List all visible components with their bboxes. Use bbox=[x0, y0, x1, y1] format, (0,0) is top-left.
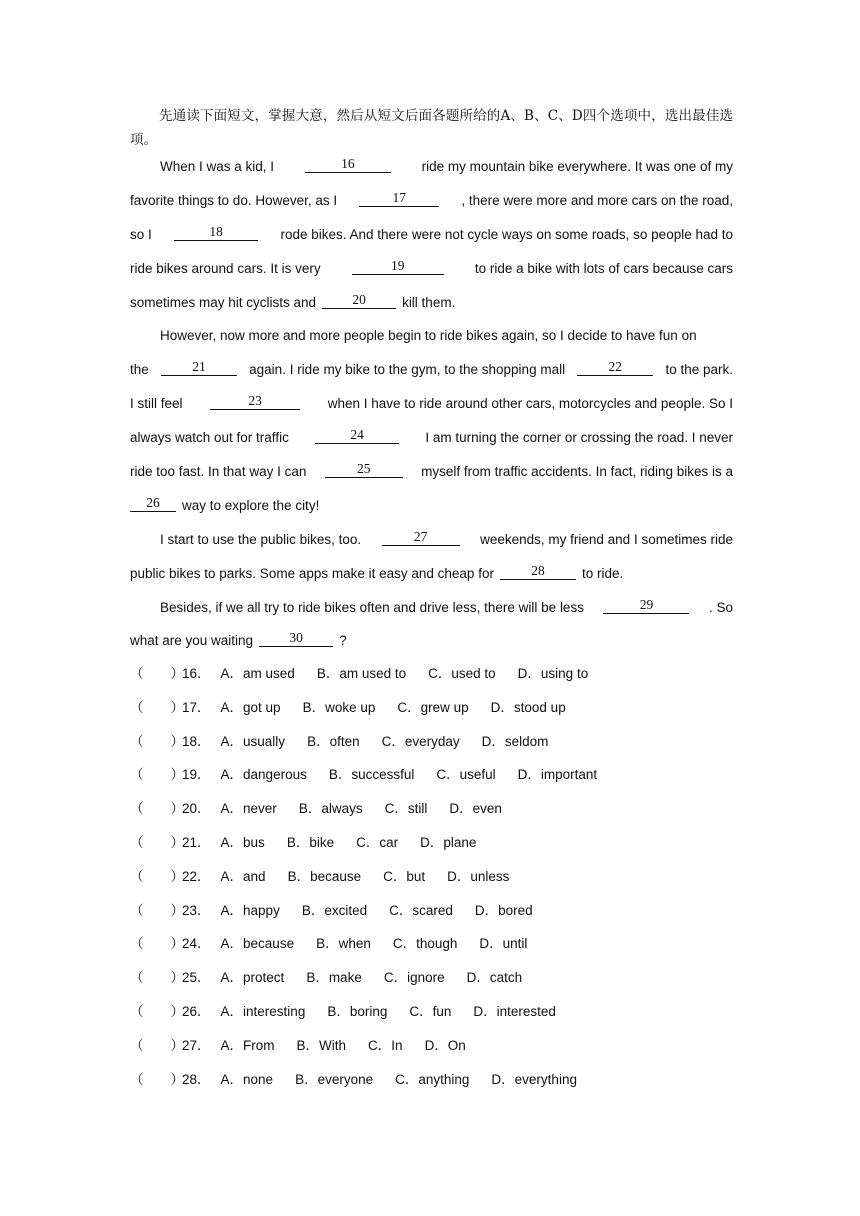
answer-parentheses[interactable]: （ ） bbox=[130, 834, 184, 850]
passage-line bbox=[130, 392, 733, 426]
blank-18: 18 bbox=[174, 223, 258, 241]
passage-text: weekends, my friend and I sometimes ride bbox=[480, 531, 733, 547]
question-number: 22． bbox=[182, 868, 211, 884]
answer-parentheses[interactable]: （ ） bbox=[130, 733, 184, 749]
answer-option: B．everyone bbox=[295, 1071, 374, 1087]
passage-text: I still feel bbox=[130, 396, 183, 412]
question-row bbox=[130, 1068, 733, 1102]
passage-line bbox=[130, 460, 733, 494]
blank-22: 22 bbox=[577, 358, 653, 376]
question-list bbox=[130, 662, 733, 1101]
passage-text: the bbox=[130, 362, 149, 378]
answer-option: C．grew up bbox=[397, 699, 469, 715]
passage-text: way to explore the city! bbox=[182, 497, 320, 513]
passage-line bbox=[130, 596, 733, 630]
passage-line bbox=[130, 528, 733, 562]
question-number: 26． bbox=[182, 1003, 211, 1019]
question-row bbox=[130, 763, 733, 797]
answer-option: D．using to bbox=[517, 666, 589, 681]
passage-text: However, now more and more people begin to ride bikes again, so I decide to have fun on bbox=[160, 328, 697, 344]
answer-option: D．bored bbox=[474, 902, 533, 918]
answer-parentheses[interactable]: （ ） bbox=[130, 1071, 184, 1087]
answer-option: C．useful bbox=[436, 767, 496, 783]
answer-option: D．seldom bbox=[481, 733, 549, 749]
answer-option: C．In bbox=[368, 1037, 403, 1053]
answer-parentheses[interactable]: （ ） bbox=[130, 767, 184, 783]
question-number: 21． bbox=[182, 834, 211, 850]
question-row bbox=[130, 797, 733, 831]
answer-parentheses[interactable]: （ ） bbox=[130, 1037, 184, 1053]
instruction-text: 先通读下面短文，掌握大意，然后从短文后面各题所给的A、B、C、D四个选项中，选出最佳选项。 bbox=[130, 108, 733, 148]
question-row bbox=[130, 662, 733, 696]
passage-text: I start to use the public bikes, too. bbox=[160, 531, 362, 547]
answer-option: D．even bbox=[449, 801, 502, 817]
answer-option: A．bus bbox=[220, 834, 265, 850]
answer-option: B．always bbox=[298, 801, 363, 817]
blank-27: 27 bbox=[382, 528, 460, 546]
answer-option: D．plane bbox=[420, 834, 477, 850]
answer-option: A．happy bbox=[220, 902, 280, 918]
answer-parentheses[interactable]: （ ） bbox=[130, 868, 184, 884]
question-row bbox=[130, 966, 733, 1000]
question-number: 17． bbox=[182, 699, 211, 715]
question-number: 27． bbox=[182, 1037, 211, 1053]
passage-line bbox=[130, 257, 733, 291]
answer-option: A．dangerous bbox=[220, 767, 307, 783]
passage-text: public bikes to parks. Some apps make it easy and cheap for bbox=[130, 565, 494, 581]
answer-option: B．With bbox=[296, 1037, 347, 1053]
answer-parentheses[interactable]: （ ） bbox=[130, 801, 184, 817]
question-number: 25． bbox=[182, 970, 211, 986]
answer-option: D．interested bbox=[473, 1003, 556, 1019]
question-number: 19． bbox=[182, 767, 211, 783]
question-number: 20． bbox=[182, 801, 211, 817]
passage-text: ride too fast. In that way I can bbox=[130, 464, 307, 480]
answer-option: A．none bbox=[220, 1071, 274, 1087]
passage-line bbox=[130, 426, 733, 460]
answer-option: D．until bbox=[479, 936, 528, 952]
answer-option: D．On bbox=[424, 1037, 466, 1053]
passage-text: again. I ride my bike to the gym, to the shopping mall bbox=[249, 362, 566, 378]
answer-option: A．because bbox=[220, 936, 295, 952]
answer-option: C．though bbox=[392, 936, 458, 952]
passage-text: . So bbox=[708, 599, 733, 615]
passage-line bbox=[130, 291, 733, 325]
passage-line bbox=[130, 324, 733, 358]
passage-line bbox=[130, 223, 733, 257]
answer-option: B．when bbox=[316, 936, 371, 952]
question-number: 24． bbox=[182, 936, 211, 952]
passage-line bbox=[130, 494, 733, 528]
question-row bbox=[130, 865, 733, 899]
question-row bbox=[130, 831, 733, 865]
passage-text: ? bbox=[339, 633, 347, 649]
question-row bbox=[130, 1000, 733, 1034]
answer-option: C．still bbox=[384, 801, 428, 817]
answer-option: B．often bbox=[307, 733, 360, 749]
answer-option: A．never bbox=[220, 801, 277, 817]
answer-parentheses[interactable]: （ ） bbox=[130, 936, 184, 952]
answer-option: A．am used bbox=[220, 666, 295, 681]
question-number: 16． bbox=[182, 666, 211, 681]
answer-option: A．and bbox=[220, 868, 266, 884]
blank-25: 25 bbox=[325, 460, 403, 478]
question-row bbox=[130, 730, 733, 764]
answer-option: B．boring bbox=[327, 1003, 388, 1019]
question-row bbox=[130, 696, 733, 730]
answer-option: A．protect bbox=[220, 970, 285, 986]
passage-text: ride bikes around cars. It is very bbox=[130, 260, 321, 276]
blank-24: 24 bbox=[315, 426, 399, 444]
passage-text: to ride a bike with lots of cars because cars bbox=[474, 260, 733, 276]
answer-option: C．ignore bbox=[383, 970, 445, 986]
question-row bbox=[130, 899, 733, 933]
passage-text: rode bikes. And there were not cycle ways on some roads, so people had to bbox=[280, 226, 733, 242]
answer-option: B．woke up bbox=[302, 699, 376, 715]
answer-option: A．usually bbox=[220, 733, 286, 749]
answer-option: B．successful bbox=[328, 767, 415, 783]
blank-28: 28 bbox=[500, 562, 576, 580]
answer-option: C．but bbox=[383, 868, 426, 884]
answer-parentheses[interactable]: （ ） bbox=[130, 666, 184, 681]
answer-option: C．car bbox=[356, 834, 399, 850]
passage-text: to ride. bbox=[581, 565, 624, 581]
passage-text: kill them. bbox=[402, 294, 456, 310]
blank-30: 30 bbox=[259, 629, 333, 647]
answer-option: C．fun bbox=[409, 1003, 452, 1019]
blank-21: 21 bbox=[161, 358, 237, 376]
answer-option: A．interesting bbox=[220, 1003, 306, 1019]
passage-line bbox=[130, 358, 733, 392]
answer-option: B．am used to bbox=[316, 666, 407, 681]
blank-29: 29 bbox=[603, 596, 689, 614]
answer-option: D．everything bbox=[491, 1071, 577, 1087]
passage-text: when I have to ride around other cars, motorcycles and people. So I bbox=[327, 396, 733, 412]
passage-line bbox=[130, 562, 733, 596]
blank-26: 26 bbox=[130, 494, 176, 512]
passage-line bbox=[130, 189, 733, 223]
passage-text: ride my mountain bike everywhere. It was one of my bbox=[421, 159, 733, 174]
passage-text: Besides, if we all try to ride bikes often and drive less, there will be less bbox=[160, 599, 584, 615]
passage-line bbox=[130, 629, 733, 663]
question-number: 18． bbox=[182, 733, 211, 749]
answer-parentheses[interactable]: （ ） bbox=[130, 699, 184, 715]
answer-option: C．used to bbox=[428, 666, 496, 681]
answer-option: D．unless bbox=[447, 868, 510, 884]
answer-option: C．scared bbox=[389, 902, 453, 918]
passage-text: sometimes may hit cyclists and bbox=[130, 294, 317, 310]
passage-text: When I was a kid, I bbox=[160, 159, 275, 174]
answer-option: A．From bbox=[220, 1037, 275, 1053]
question-number: 28． bbox=[182, 1071, 211, 1087]
passage-text: favorite things to do. However, as I bbox=[130, 192, 338, 208]
blank-17: 17 bbox=[359, 189, 439, 207]
answer-option: D．important bbox=[517, 767, 598, 783]
blank-16: 16 bbox=[305, 155, 391, 173]
answer-parentheses[interactable]: （ ） bbox=[130, 902, 184, 918]
passage-text: so I bbox=[130, 226, 152, 242]
blank-19: 19 bbox=[352, 257, 444, 275]
passage-text: to the park. bbox=[665, 362, 733, 378]
answer-option: B．excited bbox=[301, 902, 368, 918]
answer-option: C．anything bbox=[395, 1071, 470, 1087]
question-number: 23． bbox=[182, 902, 211, 918]
answer-option: D．stood up bbox=[490, 699, 566, 715]
answer-parentheses[interactable]: （ ） bbox=[130, 1003, 184, 1019]
blank-23: 23 bbox=[210, 392, 300, 410]
passage-text: I am turning the corner or crossing the road. I never bbox=[425, 430, 733, 446]
blank-20: 20 bbox=[322, 291, 396, 309]
passage-text: myself from traffic accidents. In fact, riding bikes is a bbox=[421, 464, 733, 480]
answer-option: C．everyday bbox=[381, 733, 460, 749]
passage-line bbox=[130, 155, 733, 189]
passage-text: what are you waiting bbox=[130, 633, 254, 649]
question-row bbox=[130, 1034, 733, 1068]
answer-option: B．because bbox=[287, 868, 362, 884]
cloze-passage bbox=[130, 155, 733, 663]
answer-option: B．bike bbox=[286, 834, 335, 850]
answer-option: D．catch bbox=[466, 970, 523, 986]
passage-text: , there were more and more cars on the road, bbox=[461, 192, 733, 208]
answer-option: A．got up bbox=[220, 699, 281, 715]
answer-option: B．make bbox=[306, 970, 362, 986]
passage-text: always watch out for traffic bbox=[130, 430, 289, 446]
answer-parentheses[interactable]: （ ） bbox=[130, 970, 184, 986]
question-row bbox=[130, 932, 733, 966]
